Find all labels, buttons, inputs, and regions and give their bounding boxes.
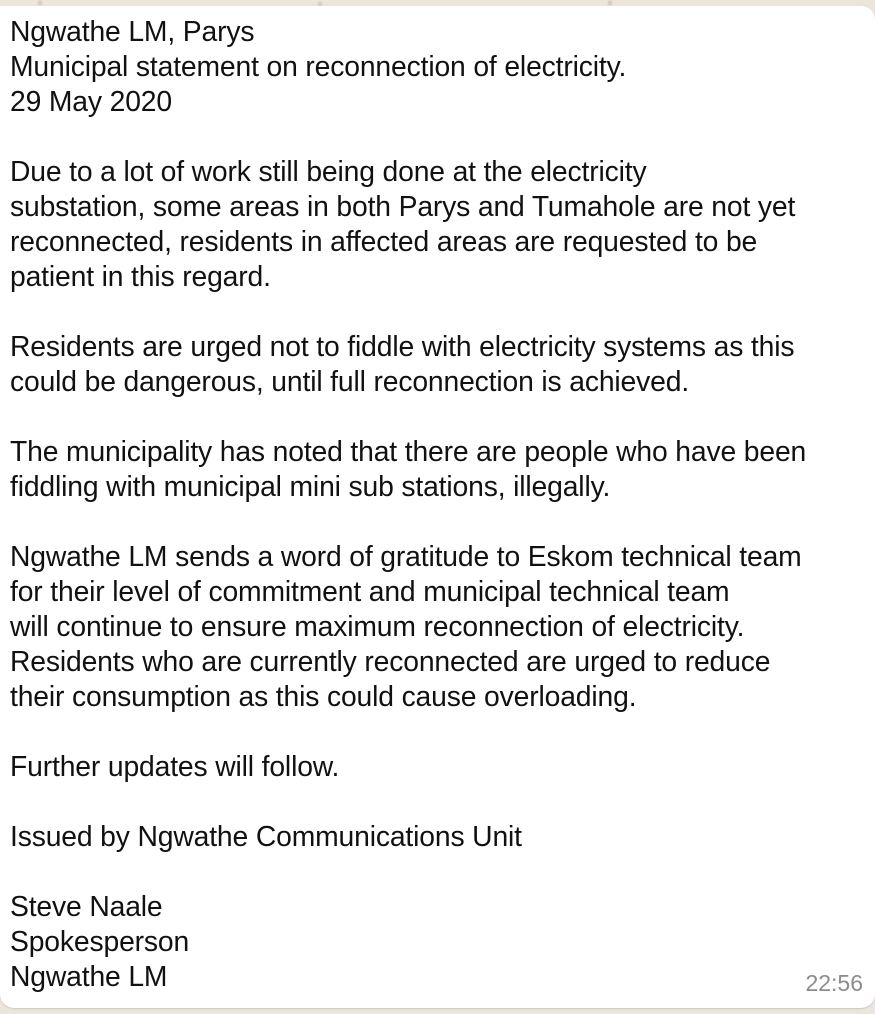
message-text (10, 14, 865, 994)
message-line: 29 May 2020 (10, 85, 172, 117)
message-line: will continue to ensure maximum reconnection of electricity. (10, 610, 745, 642)
blank-line (10, 714, 865, 749)
message-line: fiddling with municipal mini sub stations, illegally. (10, 470, 611, 502)
message-line: Ngwathe LM (10, 960, 168, 992)
message-line: Further updates will follow. (10, 750, 340, 782)
message-line: Municipal statement on reconnection of electricity. (10, 50, 627, 82)
message-line: for their level of commitment and municipal technical team (10, 575, 730, 607)
message-line: their consumption as this could cause overloading. (10, 680, 637, 712)
message-line: Residents who are currently reconnected are urged to reduce (10, 645, 771, 677)
message-line: Steve Naale (10, 890, 163, 922)
message-line: could be dangerous, until full reconnection is achieved. (10, 365, 690, 397)
message-line: patient in this regard. (10, 260, 271, 292)
blank-line (10, 504, 865, 539)
message-line: Issued by Ngwathe Communications Unit (10, 820, 522, 852)
blank-line (10, 854, 865, 889)
message-line: substation, some areas in both Parys and Tumahole are not yet (10, 190, 796, 222)
message-bubble[interactable] (0, 6, 875, 1008)
message-line: Ngwathe LM, Parys (10, 15, 255, 47)
blank-line (10, 119, 865, 154)
blank-line (10, 399, 865, 434)
message-line: Residents are urged not to fiddle with electricity systems as this (10, 330, 795, 362)
message-line: Due to a lot of work still being done at the electricity (10, 155, 647, 187)
message-line: Spokesperson (10, 925, 190, 957)
message-timestamp: 22:56 (805, 970, 863, 996)
blank-line (10, 294, 865, 329)
message-line: reconnected, residents in affected areas are requested to be (10, 225, 758, 257)
message-line: Ngwathe LM sends a word of gratitude to Eskom technical team (10, 540, 802, 572)
message-line: The municipality has noted that there are people who have been (10, 435, 807, 467)
blank-line (10, 784, 865, 819)
